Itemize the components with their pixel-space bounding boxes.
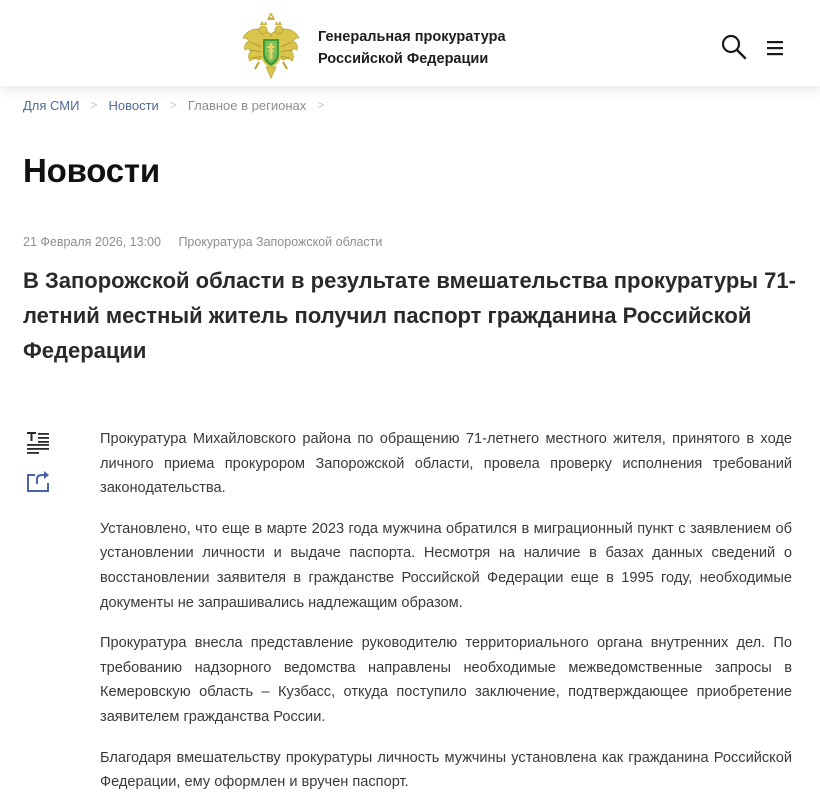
text-size-button[interactable] bbox=[26, 430, 52, 456]
chevron-right-icon: > bbox=[169, 98, 177, 112]
emblem-logo-icon[interactable] bbox=[240, 12, 302, 80]
search-icon bbox=[720, 33, 748, 61]
org-name-line1: Генеральная прокуратура bbox=[318, 29, 506, 45]
article-paragraph: Прокуратура внесла представление руководителю территориального органа внутренних дел. По требованию надзорного ведомства направлены необходимые межведомственные запросы в Кемеровскую область – Кузбасс, откуда поступило заключение, подтверждающее приобретение заявителем гражданства России. bbox=[100, 635, 792, 725]
hamburger-menu-icon bbox=[765, 38, 787, 58]
article-headline: В Запорожской области в результате вмешательства прокуратуры 71-летний местный житель получил паспорт гражданина Российской Федерации bbox=[23, 268, 796, 363]
search-button[interactable] bbox=[720, 33, 748, 61]
chevron-right-icon: > bbox=[317, 98, 325, 112]
article-tools bbox=[26, 430, 52, 506]
menu-button[interactable] bbox=[765, 38, 787, 58]
org-name-line2: Российской Федерации bbox=[318, 51, 489, 67]
breadcrumb-link-media[interactable]: Для СМИ bbox=[23, 97, 80, 113]
breadcrumb-link-news[interactable]: Новости bbox=[108, 97, 159, 113]
breadcrumb bbox=[23, 96, 335, 114]
share-icon bbox=[26, 468, 52, 494]
article-paragraph: Прокуратура Михайловского района по обращению 71-летнего местного жителя, принятого в ходе личного приема прокурором Запорожской области, провела проверку исполнения требований законодательства. bbox=[100, 431, 792, 497]
breadcrumb-link-regions[interactable]: Главное в регионах bbox=[187, 97, 307, 113]
article-body bbox=[100, 427, 792, 800]
share-button[interactable] bbox=[26, 468, 52, 494]
page-title: Новости bbox=[23, 152, 160, 189]
article-date: 21 Февраля 2026, 13:00 bbox=[23, 235, 161, 249]
article-paragraph: Благодаря вмешательству прокуратуры личность мужчины установлена как гражданина Российской Федерации, ему оформлен и вручен паспорт. bbox=[100, 749, 792, 791]
article-meta bbox=[23, 235, 382, 249]
text-size-icon bbox=[26, 430, 52, 456]
article-paragraph: Установлено, что еще в марте 2023 года мужчина обратился в миграционный пункт с заявлением об установлении личности и выдаче паспорта. Несмотря на наличие в базах данных сведений о восстановлении заявителя в гражданстве Российской Федерации еще в 1995 году, необходимые документы не запрашивались надлежащим образом. bbox=[100, 520, 792, 611]
organization-name[interactable] bbox=[318, 26, 506, 70]
article-source-link[interactable]: Прокуратура Запорожской области bbox=[178, 235, 383, 249]
chevron-right-icon: > bbox=[90, 98, 98, 112]
site-header bbox=[0, 0, 820, 86]
